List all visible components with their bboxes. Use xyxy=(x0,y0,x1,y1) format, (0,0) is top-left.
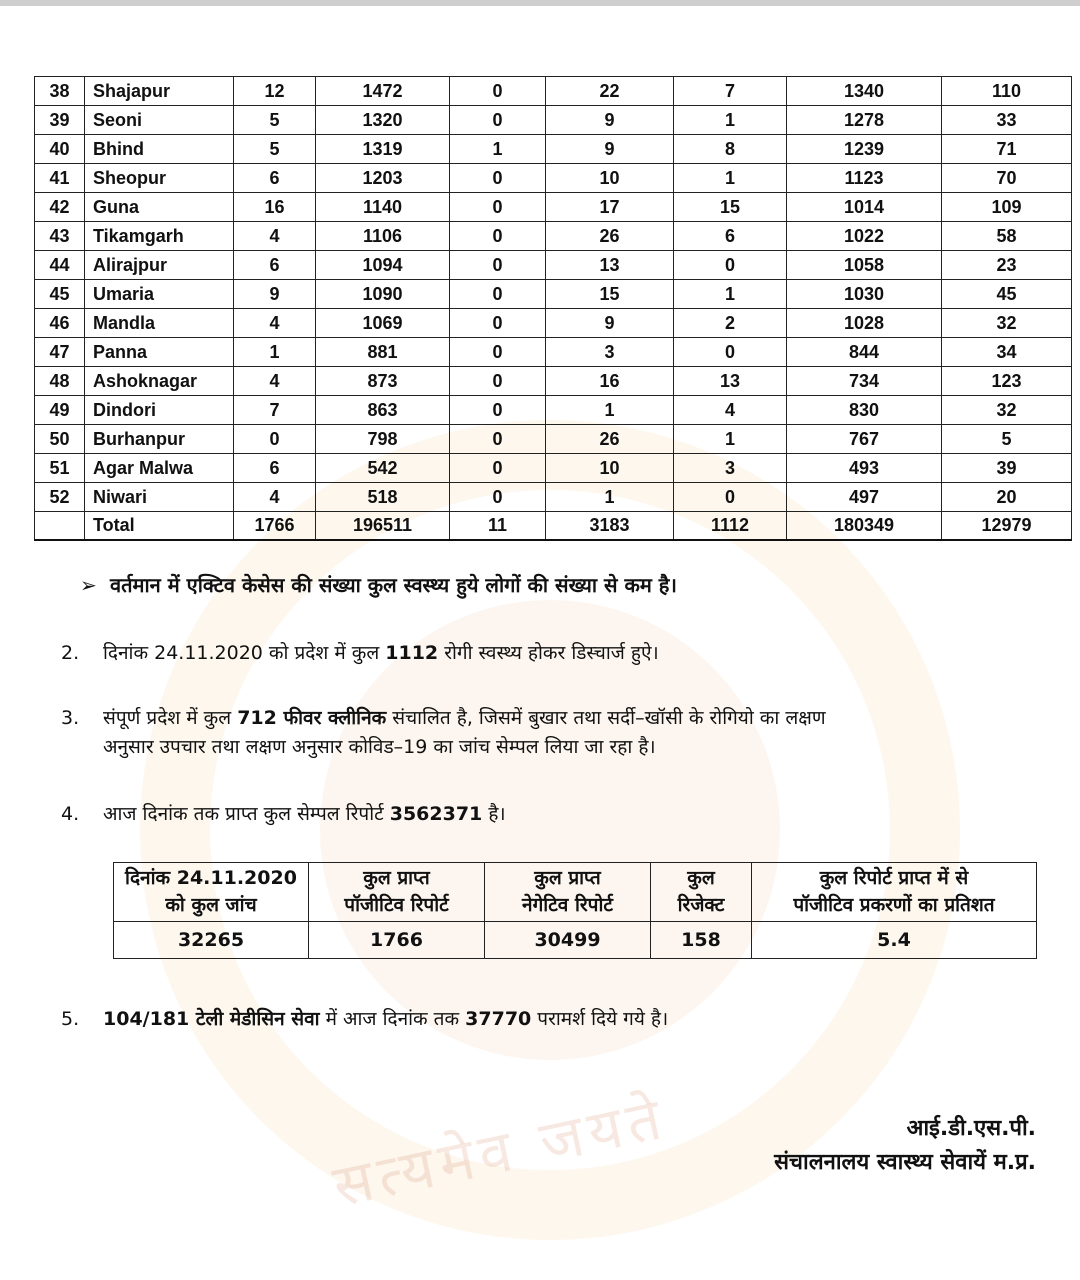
summary-header: कुल प्राप्त पॉजीटिव रिपोर्ट xyxy=(309,863,485,922)
value-cell: 10 xyxy=(546,454,674,483)
table-row xyxy=(35,396,1072,425)
value-cell: 1069 xyxy=(316,309,450,338)
value-cell: 4 xyxy=(234,309,316,338)
value-cell: 7 xyxy=(234,396,316,425)
value-cell: 33 xyxy=(942,106,1072,135)
district-name-cell: Tikamgarh xyxy=(85,222,234,251)
top-border xyxy=(0,0,1080,6)
value-cell: 6 xyxy=(234,454,316,483)
value-cell: 830 xyxy=(787,396,942,425)
value-cell: 123 xyxy=(942,367,1072,396)
table-row xyxy=(35,367,1072,396)
table-row xyxy=(35,193,1072,222)
district-name-cell: Seoni xyxy=(85,106,234,135)
value-cell: 0 xyxy=(674,338,787,367)
value-cell: 13 xyxy=(674,367,787,396)
district-name-cell: Burhanpur xyxy=(85,425,234,454)
value-cell: 1766 xyxy=(234,512,316,541)
value-cell: 58 xyxy=(942,222,1072,251)
value-cell: 0 xyxy=(450,425,546,454)
value-cell: 0 xyxy=(450,396,546,425)
value-cell: 542 xyxy=(316,454,450,483)
table-row xyxy=(35,164,1072,193)
para-text: परामर्श दिये गये है। xyxy=(531,1008,669,1030)
district-name-cell: Umaria xyxy=(85,280,234,309)
summary-header-row xyxy=(114,863,1037,922)
value-cell: 798 xyxy=(316,425,450,454)
para-bold: 37770 xyxy=(465,1008,532,1030)
value-cell: 1106 xyxy=(316,222,450,251)
bullet-text: वर्तमान में एक्टिव केसेस की संख्या कुल स्वस्थ्य हुये लोगों की संख्या से कम है। xyxy=(110,573,677,597)
value-cell: 110 xyxy=(942,77,1072,106)
value-cell: 4 xyxy=(234,222,316,251)
table-row xyxy=(35,77,1072,106)
value-cell: 6 xyxy=(674,222,787,251)
value-cell: 22 xyxy=(546,77,674,106)
value-cell: 4 xyxy=(234,367,316,396)
serial-cell: 51 xyxy=(35,454,85,483)
value-cell: 34 xyxy=(942,338,1072,367)
value-cell: 9 xyxy=(546,106,674,135)
serial-cell: 42 xyxy=(35,193,85,222)
value-cell: 1112 xyxy=(674,512,787,541)
value-cell: 1014 xyxy=(787,193,942,222)
value-cell: 1472 xyxy=(316,77,450,106)
table-row xyxy=(35,222,1072,251)
value-cell: 8 xyxy=(674,135,787,164)
para-text: है। xyxy=(482,803,506,825)
value-cell: 0 xyxy=(450,309,546,338)
value-cell: 844 xyxy=(787,338,942,367)
value-cell: 0 xyxy=(450,454,546,483)
value-cell: 1 xyxy=(450,135,546,164)
summary-value: 158 xyxy=(651,922,752,959)
value-cell: 1340 xyxy=(787,77,942,106)
district-name-cell: Alirajpur xyxy=(85,251,234,280)
district-name-cell: Dindori xyxy=(85,396,234,425)
value-cell: 1203 xyxy=(316,164,450,193)
serial-cell: 52 xyxy=(35,483,85,512)
value-cell: 16 xyxy=(234,193,316,222)
table-row xyxy=(35,454,1072,483)
table-row xyxy=(35,135,1072,164)
para-2 xyxy=(61,639,659,668)
value-cell: 0 xyxy=(450,251,546,280)
table-row xyxy=(35,251,1072,280)
district-table-body xyxy=(35,77,1072,541)
district-name-cell: Shajapur xyxy=(85,77,234,106)
para-text: आज दिनांक तक प्राप्त कुल सेम्पल रिपोर्ट xyxy=(103,803,390,825)
emblem-watermark-center xyxy=(320,600,780,1060)
value-cell: 7 xyxy=(674,77,787,106)
value-cell: 0 xyxy=(450,338,546,367)
value-cell: 15 xyxy=(674,193,787,222)
value-cell: 32 xyxy=(942,396,1072,425)
value-cell: 196511 xyxy=(316,512,450,541)
emblem-motto-watermark: सत्यमेव जयते xyxy=(327,1083,673,1221)
value-cell: 0 xyxy=(450,222,546,251)
district-name-cell: Mandla xyxy=(85,309,234,338)
value-cell: 6 xyxy=(234,251,316,280)
value-cell: 1 xyxy=(234,338,316,367)
value-cell: 26 xyxy=(546,222,674,251)
para-text: दिनांक 24.11.2020 को प्रदेश में कुल xyxy=(103,642,386,664)
para-number: 5. xyxy=(61,1008,80,1030)
para-4 xyxy=(61,800,506,829)
value-cell: 20 xyxy=(942,483,1072,512)
summary-header: कुल प्राप्त नेगेटिव रिपोर्ट xyxy=(485,863,651,922)
value-cell: 23 xyxy=(942,251,1072,280)
value-cell: 1140 xyxy=(316,193,450,222)
value-cell: 1320 xyxy=(316,106,450,135)
table-row xyxy=(35,280,1072,309)
summary-value-row xyxy=(114,922,1037,959)
serial-cell: 48 xyxy=(35,367,85,396)
value-cell: 0 xyxy=(674,251,787,280)
value-cell: 3 xyxy=(546,338,674,367)
value-cell: 0 xyxy=(450,280,546,309)
value-cell: 6 xyxy=(234,164,316,193)
value-cell: 45 xyxy=(942,280,1072,309)
value-cell: 1058 xyxy=(787,251,942,280)
serial-cell: 50 xyxy=(35,425,85,454)
value-cell: 1 xyxy=(674,106,787,135)
table-row xyxy=(35,425,1072,454)
para-text: में आज दिनांक तक xyxy=(319,1008,466,1030)
value-cell: 0 xyxy=(450,367,546,396)
table-row xyxy=(35,483,1072,512)
value-cell: 734 xyxy=(787,367,942,396)
summary-value: 5.4 xyxy=(752,922,1037,959)
value-cell: 1 xyxy=(674,164,787,193)
serial-cell: 49 xyxy=(35,396,85,425)
value-cell: 3 xyxy=(674,454,787,483)
summary-value: 30499 xyxy=(485,922,651,959)
summary-header: कुल रिजेक्ट xyxy=(651,863,752,922)
district-name-cell: Bhind xyxy=(85,135,234,164)
para-text: अनुसार उपचार तथा लक्षण अनुसार कोविड–19 का जांच सेम्पल लिया जा रहा है। xyxy=(103,736,656,758)
bullet-note xyxy=(80,571,677,598)
value-cell: 70 xyxy=(942,164,1072,193)
summary-header: कुल रिपोर्ट प्राप्त में से पॉजीटिव प्रकरणों का प्रतिशत xyxy=(752,863,1037,922)
value-cell: 518 xyxy=(316,483,450,512)
value-cell: 12979 xyxy=(942,512,1072,541)
serial-cell: 40 xyxy=(35,135,85,164)
district-name-cell: Agar Malwa xyxy=(85,454,234,483)
para-5 xyxy=(61,1005,669,1034)
value-cell: 863 xyxy=(316,396,450,425)
value-cell: 0 xyxy=(450,106,546,135)
para-bold: 104/181 टेली मेडीसिन सेवा xyxy=(103,1008,320,1030)
value-cell: 0 xyxy=(450,483,546,512)
serial-cell: 39 xyxy=(35,106,85,135)
value-cell: 0 xyxy=(674,483,787,512)
value-cell: 5 xyxy=(234,106,316,135)
para-text: रोगी स्वस्थ्य होकर डिस्चार्ज हुऐ। xyxy=(438,642,659,664)
total-row xyxy=(35,512,1072,541)
summary-value: 32265 xyxy=(114,922,309,959)
serial-cell: 45 xyxy=(35,280,85,309)
value-cell: 1022 xyxy=(787,222,942,251)
value-cell: 11 xyxy=(450,512,546,541)
value-cell: 17 xyxy=(546,193,674,222)
value-cell: 873 xyxy=(316,367,450,396)
value-cell: 26 xyxy=(546,425,674,454)
value-cell: 1123 xyxy=(787,164,942,193)
district-name-cell: Panna xyxy=(85,338,234,367)
value-cell: 493 xyxy=(787,454,942,483)
value-cell: 5 xyxy=(942,425,1072,454)
serial-cell: 46 xyxy=(35,309,85,338)
para-bold: 1112 xyxy=(385,642,439,664)
value-cell: 9 xyxy=(546,135,674,164)
district-table xyxy=(34,76,1072,541)
value-cell: 767 xyxy=(787,425,942,454)
value-cell: 4 xyxy=(674,396,787,425)
para-text: संचालित है, जिसमें बुखार तथा सर्दी–खॉसी के रोगियो का लक्षण xyxy=(386,707,826,729)
value-cell: 0 xyxy=(450,77,546,106)
para-number: 4. xyxy=(61,803,80,825)
district-name-cell: Total xyxy=(85,512,234,541)
value-cell: 1094 xyxy=(316,251,450,280)
value-cell: 5 xyxy=(234,135,316,164)
para-text: संपूर्ण प्रदेश में कुल xyxy=(103,707,238,729)
value-cell: 71 xyxy=(942,135,1072,164)
value-cell: 16 xyxy=(546,367,674,396)
value-cell: 1030 xyxy=(787,280,942,309)
table-row xyxy=(35,309,1072,338)
serial-cell: 43 xyxy=(35,222,85,251)
value-cell: 3183 xyxy=(546,512,674,541)
value-cell: 1028 xyxy=(787,309,942,338)
serial-cell: 38 xyxy=(35,77,85,106)
value-cell: 1 xyxy=(546,483,674,512)
value-cell: 32 xyxy=(942,309,1072,338)
value-cell: 0 xyxy=(234,425,316,454)
table-row xyxy=(35,106,1072,135)
value-cell: 1 xyxy=(674,425,787,454)
value-cell: 9 xyxy=(234,280,316,309)
value-cell: 1090 xyxy=(316,280,450,309)
value-cell: 497 xyxy=(787,483,942,512)
sample-summary-table xyxy=(113,862,1037,959)
district-name-cell: Guna xyxy=(85,193,234,222)
value-cell: 1239 xyxy=(787,135,942,164)
signature-line-1: आई.डी.एस.पी. xyxy=(906,1116,1036,1141)
value-cell: 12 xyxy=(234,77,316,106)
value-cell: 9 xyxy=(546,309,674,338)
serial-cell: 44 xyxy=(35,251,85,280)
value-cell: 2 xyxy=(674,309,787,338)
value-cell: 109 xyxy=(942,193,1072,222)
value-cell: 4 xyxy=(234,483,316,512)
para-bold: 712 फीवर क्लीनिक xyxy=(237,707,387,729)
summary-value: 1766 xyxy=(309,922,485,959)
value-cell: 1 xyxy=(674,280,787,309)
para-bold: 3562371 xyxy=(389,803,483,825)
value-cell: 1 xyxy=(546,396,674,425)
serial-cell: 41 xyxy=(35,164,85,193)
value-cell: 10 xyxy=(546,164,674,193)
value-cell: 0 xyxy=(450,164,546,193)
summary-header: दिनांक 24.11.2020 को कुल जांच xyxy=(114,863,309,922)
value-cell: 0 xyxy=(450,193,546,222)
table-row xyxy=(35,338,1072,367)
signature-line-2: संचालनालय स्वास्थ्य सेवायें म.प्र. xyxy=(774,1150,1036,1175)
para-3 xyxy=(61,704,1038,762)
value-cell: 39 xyxy=(942,454,1072,483)
district-name-cell: Sheopur xyxy=(85,164,234,193)
para-number: 2. xyxy=(61,642,80,664)
serial-cell: 47 xyxy=(35,338,85,367)
value-cell: 1319 xyxy=(316,135,450,164)
arrow-bullet-icon: ➢ xyxy=(80,573,97,597)
district-name-cell: Niwari xyxy=(85,483,234,512)
value-cell: 13 xyxy=(546,251,674,280)
para-number: 3. xyxy=(61,707,80,729)
value-cell: 180349 xyxy=(787,512,942,541)
serial-cell xyxy=(35,512,85,541)
value-cell: 1278 xyxy=(787,106,942,135)
district-name-cell: Ashoknagar xyxy=(85,367,234,396)
value-cell: 15 xyxy=(546,280,674,309)
value-cell: 881 xyxy=(316,338,450,367)
